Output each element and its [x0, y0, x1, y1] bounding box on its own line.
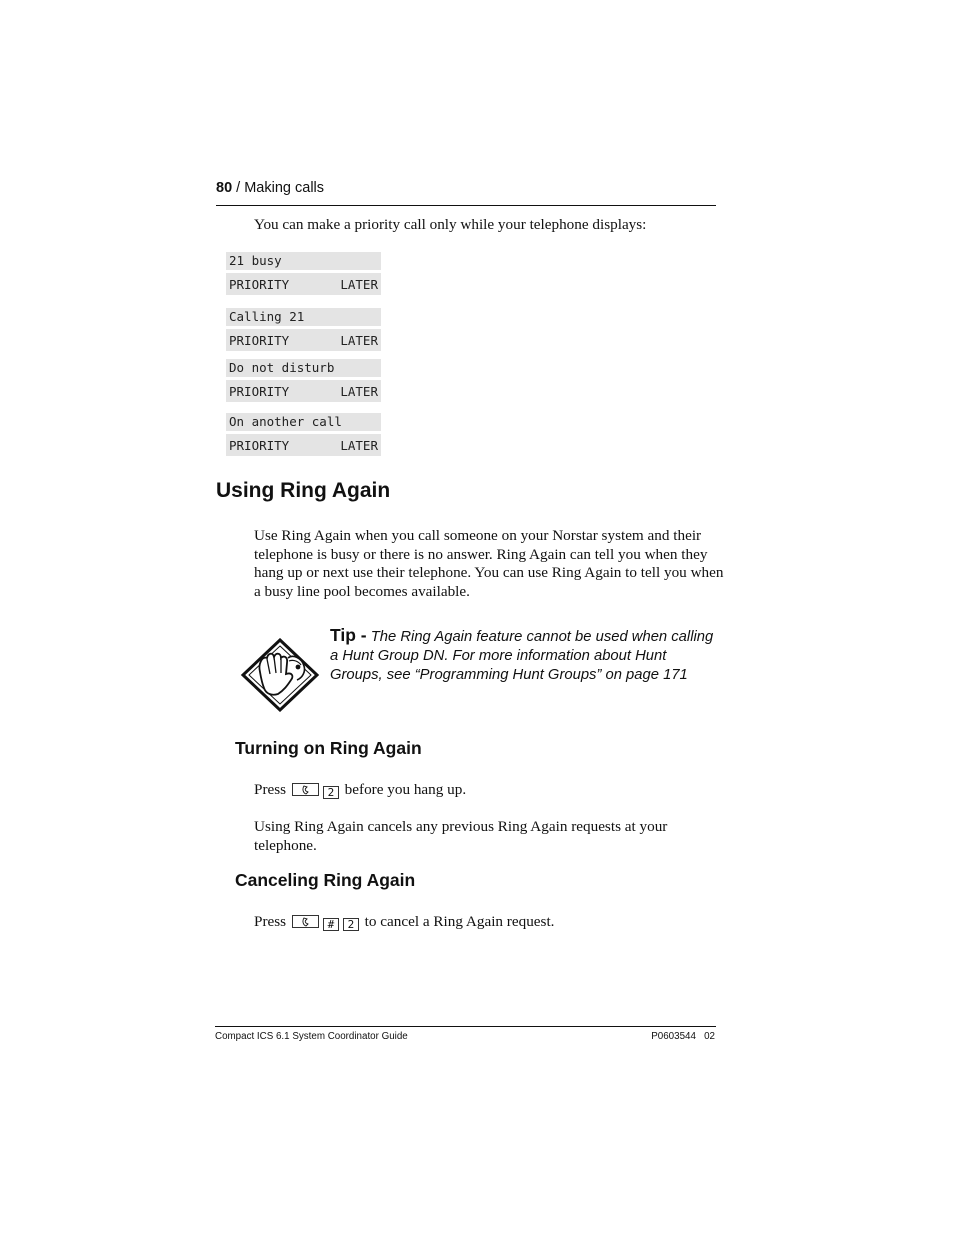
display-priority-option: PRIORITY — [229, 384, 290, 399]
cancel-instruction — [254, 913, 554, 932]
feature-key — [292, 915, 319, 928]
digit-key: 2 — [343, 918, 359, 931]
page-number: 80 — [216, 180, 233, 196]
tip-text: The Ring Again feature cannot be used when calling a Hunt Group DN. For more information about Hunt Groups, see “Programming Hunt Groups” on page 171 — [330, 629, 714, 683]
hand-stop-icon — [240, 638, 320, 712]
pound-key: # — [323, 918, 339, 931]
section-heading: Using Ring Again — [216, 479, 391, 502]
feature-key-icon — [302, 917, 311, 927]
after-text: before you hang up. — [344, 781, 467, 798]
display-later-option: LATER — [340, 333, 378, 348]
press-word: Press — [254, 913, 287, 930]
tip-box — [330, 626, 720, 685]
subsection-heading: Canceling Ring Again — [235, 870, 416, 890]
display-line1: On another call — [229, 414, 342, 429]
turn-on-instruction — [254, 781, 466, 800]
display-later-option: LATER — [340, 438, 378, 453]
display-priority-option: PRIORITY — [229, 438, 290, 453]
feature-key — [292, 783, 319, 796]
header-rule — [216, 205, 716, 206]
intro-text: You can make a priority call only while your telephone displays: — [254, 216, 647, 233]
press-word: Press — [254, 781, 287, 798]
section-title: / Making calls — [236, 180, 325, 196]
display-later-option: LATER — [340, 384, 378, 399]
display-line1: Do not disturb — [229, 360, 335, 375]
display-later-option: LATER — [340, 277, 378, 292]
footer-part-number: P0603544 02 — [651, 1031, 715, 1042]
turn-on-note: Using Ring Again cancels any previous Ring Again requests at your telephone. — [254, 818, 668, 854]
footer-guide-title: Compact ICS 6.1 System Coordinator Guide — [215, 1031, 408, 1042]
digit-key: 2 — [323, 786, 339, 799]
display-priority-option: PRIORITY — [229, 277, 290, 292]
display-line1: Calling 21 — [229, 309, 305, 324]
feature-key-icon — [302, 785, 311, 795]
subsection-heading: Turning on Ring Again — [235, 738, 422, 758]
footer-rule — [215, 1026, 716, 1027]
running-head — [216, 180, 324, 196]
tip-label: Tip - — [330, 625, 367, 645]
ring-again-description: Use Ring Again when you call someone on your Norstar system and their telephone is busy or there is no answer. Ring Again can tell you when they hang up or next use their telephone. You can use Ring Again to tell you when a busy line pool becomes available. — [254, 527, 724, 601]
display-priority-option: PRIORITY — [229, 333, 290, 348]
display-line1: 21 busy — [229, 253, 282, 268]
after-text: to cancel a Ring Again request. — [364, 913, 555, 930]
